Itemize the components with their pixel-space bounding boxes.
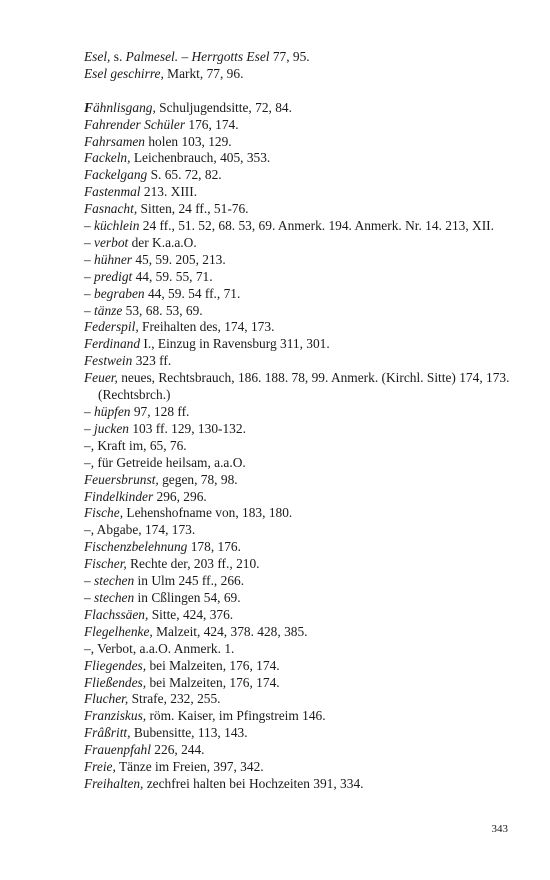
entry-keyword: Flegelhenke, [84, 623, 153, 639]
entry-text: in Cßlingen 54, 69. [134, 589, 241, 605]
entry-keyword: Feuersbrunst, [84, 471, 159, 487]
index-entry [84, 269, 524, 286]
entry-keyword: Ferdinand [84, 336, 141, 352]
entry-text: Freihalten des, 174, 173. [138, 319, 275, 335]
entry-keyword: hüpfen [94, 404, 131, 420]
entry-text: neues, Rechtsbrauch, 186. 188. 78, 99. Anmerk. (Kirchl. Sitte) 174, 173. (Rechtsbrch.) [98, 370, 510, 403]
entry-text: 77, 95. [269, 49, 310, 64]
entry-text: zechfrei halten bei Hochzeiten 391, 334. [143, 775, 364, 791]
entry-text: 176, 174. [185, 116, 239, 132]
entry-text: – [84, 268, 95, 284]
entry-keyword: Findelkinder [84, 488, 154, 504]
index-entry [84, 319, 524, 336]
entry-text: röm. Kaiser, im Pfingstreim 146. [146, 708, 326, 724]
index-entry [84, 522, 524, 539]
entry-text: 226, 244. [150, 742, 205, 758]
entry-keyword: Esel, [84, 49, 111, 64]
entry-keyword: stechen [94, 573, 135, 589]
entry-text: in Ulm 245 ff., 266. [134, 573, 245, 589]
entry-text: bei Malzeiten, 176, 174. [146, 674, 280, 690]
entry-keyword: Fließendes, [84, 674, 147, 690]
index-entry [84, 167, 524, 184]
index-entry [84, 691, 524, 708]
index-entry [84, 658, 524, 675]
index-entry [84, 201, 524, 218]
entry-text: – [84, 302, 95, 318]
entry-keyword: Fischer, [84, 556, 127, 572]
entry-keyword: Frâßritt, [84, 725, 131, 741]
index-entry [84, 353, 524, 370]
index-entry [84, 725, 524, 742]
page-number: 343 [491, 823, 508, 835]
entry-text: Sitte, 424, 376. [148, 606, 234, 622]
entry-keyword: Frauenpfahl [84, 742, 151, 758]
entry-keyword: Fische, [84, 505, 124, 521]
entry-keyword: Fahrsamen [84, 133, 145, 149]
entry-text: – [84, 573, 95, 589]
index-entry [84, 675, 524, 692]
entry-keyword: Fasnacht, [84, 201, 138, 217]
entry-text: 45, 59. 205, 213. [131, 251, 226, 267]
entry-keyword: tänze [94, 302, 123, 318]
index-entry [84, 624, 524, 641]
index-entry [84, 573, 524, 590]
entry-text: 296, 296. [153, 488, 207, 504]
entry-text: – [178, 49, 192, 64]
entry-text: 24 ff., 51. 52, 68. 53, 69. Anmerk. 194. Anmerk. Nr. 14. 213, XII. [139, 218, 494, 234]
entry-text: Markt, 77, 96. [163, 65, 244, 81]
index-list [84, 49, 524, 793]
entry-text: holen 103, 129. [145, 133, 232, 149]
index-entry [84, 539, 524, 556]
entry-keyword: Esel geschirre, [84, 65, 164, 81]
entry-text: gegen, 78, 98. [158, 471, 238, 487]
entry-text: Malzeit, 424, 378. 428, 385. [152, 623, 308, 639]
index-entry [84, 150, 524, 167]
entry-keyword: ähnlisgang, [92, 99, 156, 115]
index-entry [84, 100, 524, 117]
entry-keyword: Flucher, [84, 691, 129, 707]
index-entry [84, 489, 524, 506]
index-entry [84, 66, 524, 83]
entry-text: Tänze im Freien, 397, 342. [115, 759, 264, 775]
entry-text: bei Malzeiten, 176, 174. [146, 657, 280, 673]
entry-text: Schuljugendsitte, 72, 84. [155, 99, 292, 115]
index-entry [84, 49, 524, 66]
entry-text: 178, 176. [187, 539, 241, 555]
index-entry [84, 641, 524, 658]
entry-text: 53, 68. 53, 69. [122, 302, 203, 318]
index-entry [84, 252, 524, 269]
index-entry [84, 370, 524, 404]
entry-text: –, Verbot, a.a.O. Anmerk. 1. [84, 640, 235, 656]
entry-text: –, Abgabe, 174, 173. [84, 522, 196, 538]
entry-keyword: hühner [94, 251, 132, 267]
entry-text: – [84, 589, 95, 605]
entry-text: I., Einzug in Ravensburg 311, 301. [140, 336, 330, 352]
entry-keyword: Fackeln, [84, 150, 131, 166]
index-entry [84, 421, 524, 438]
index-entry [84, 590, 524, 607]
entry-keyword: Feuer, [84, 370, 118, 386]
entry-keyword: Freihalten, [84, 775, 144, 791]
entry-keyword: F [84, 99, 93, 115]
entry-keyword: Fastenmal [84, 184, 141, 200]
index-entry [84, 134, 524, 151]
entry-text: der K.a.a.O. [128, 234, 197, 250]
index-entry [84, 759, 524, 776]
entry-keyword: Fackelgang [84, 167, 148, 183]
entry-keyword: Fliegendes, [84, 657, 147, 673]
index-entry [84, 404, 524, 421]
entry-text: 44, 59. 54 ff., 71. [144, 285, 241, 301]
entry-text: – [84, 234, 95, 250]
entry-keyword: küchlein [94, 218, 140, 234]
entry-keyword: jucken [94, 420, 129, 436]
entry-keyword: Festwein [84, 353, 133, 369]
entry-keyword: Palmesel. [125, 49, 179, 64]
index-entry [84, 708, 524, 725]
index-entry [84, 472, 524, 489]
index-entry [84, 184, 524, 201]
entry-keyword: Flachssäen, [84, 606, 149, 622]
entry-keyword: Herrgotts Esel [191, 49, 270, 64]
entry-text: – [84, 218, 95, 234]
index-entry [84, 438, 524, 455]
entry-text: Sitten, 24 ff., 51-76. [137, 201, 249, 217]
entry-keyword: begraben [94, 285, 145, 301]
entry-text: – [84, 285, 95, 301]
index-entry [84, 556, 524, 573]
entry-text: 103 ff. 129, 130-132. [129, 420, 246, 436]
entry-text: 97, 128 ff. [130, 404, 190, 420]
entry-text: – [84, 420, 95, 436]
entry-text: Rechte der, 203 ff., 210. [126, 556, 260, 572]
entry-text: 44, 59. 55, 71. [132, 268, 213, 284]
index-entry [84, 235, 524, 252]
entry-text: Leichenbrauch, 405, 353. [130, 150, 271, 166]
entry-text: S. 65. 72, 82. [147, 167, 222, 183]
entry-keyword: verbot [94, 234, 129, 250]
index-entry [84, 607, 524, 624]
entry-keyword: stechen [94, 589, 135, 605]
entry-text: Lehenshofname von, 183, 180. [123, 505, 293, 521]
entry-text: Bubensitte, 113, 143. [130, 725, 248, 741]
entry-gap [84, 83, 524, 100]
entry-text: –, für Getreide heilsam, a.a.O. [84, 454, 246, 470]
entry-keyword: Fischenzbelehnung [84, 539, 188, 555]
entry-keyword: Freie, [84, 759, 116, 775]
entry-text: 213. XIII. [140, 184, 198, 200]
index-entry [84, 286, 524, 303]
index-entry [84, 303, 524, 320]
index-entry [84, 218, 524, 235]
index-entry [84, 742, 524, 759]
index-entry [84, 455, 524, 472]
index-entry [84, 117, 524, 134]
entry-keyword: Franziskus, [84, 708, 147, 724]
entry-keyword: Fahrender Schüler [84, 116, 186, 132]
entry-keyword: predigt [94, 268, 133, 284]
entry-keyword: Federspil, [84, 319, 139, 335]
entry-text: – [84, 251, 95, 267]
entry-text: – [84, 404, 95, 420]
entry-text: –, Kraft im, 65, 76. [84, 437, 187, 453]
index-entry [84, 336, 524, 353]
index-entry [84, 776, 524, 793]
index-entry [84, 505, 524, 522]
entry-text: s. [110, 49, 126, 64]
entry-text: 323 ff. [132, 353, 172, 369]
entry-text: Strafe, 232, 255. [128, 691, 221, 707]
